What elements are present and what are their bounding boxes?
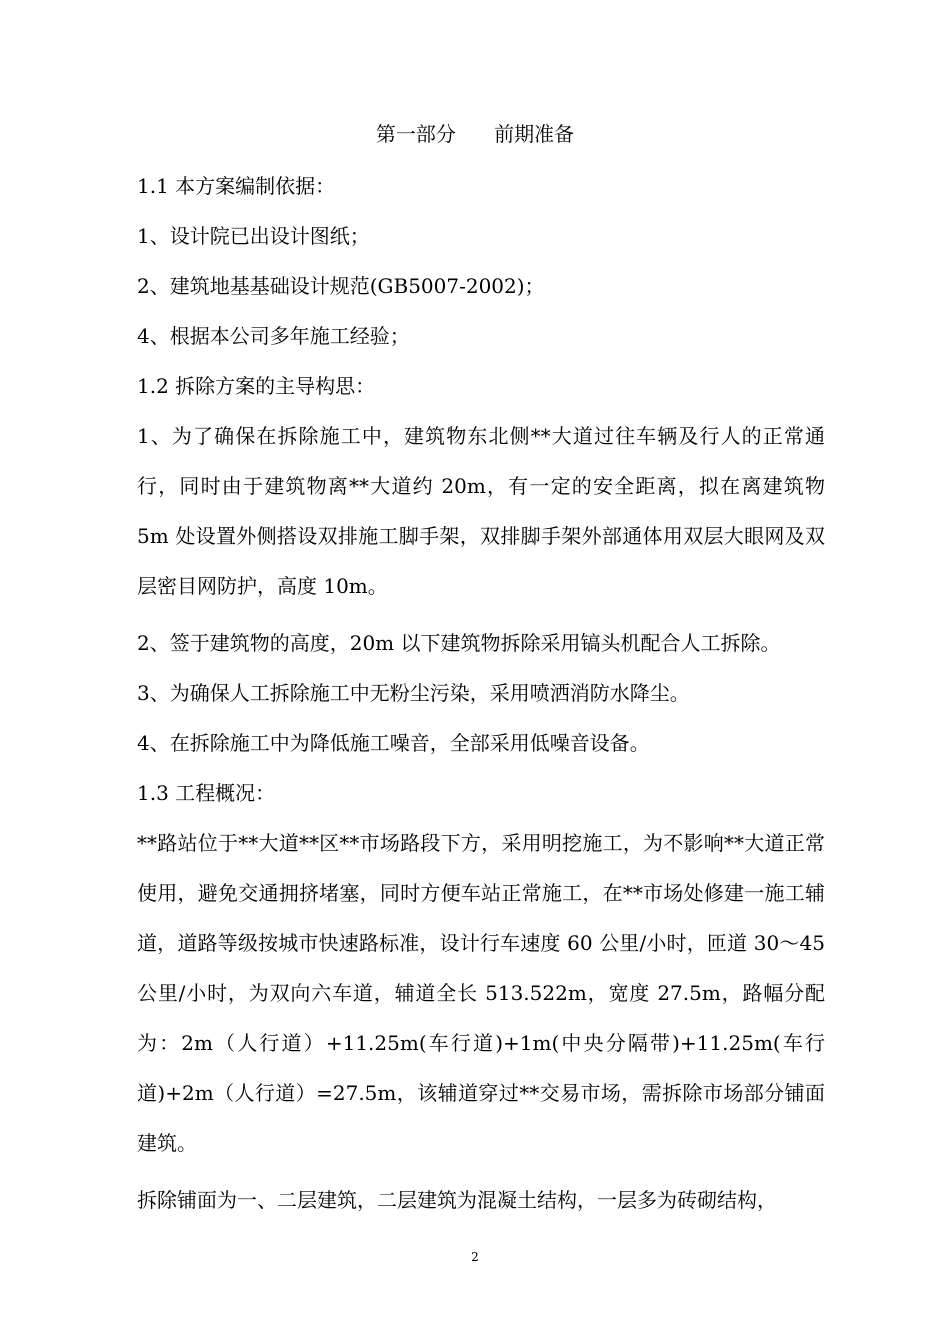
section-heading-1-1: 1.1 本方案编制依据： bbox=[137, 174, 336, 198]
page-title: 第一部分 前期准备 bbox=[375, 122, 575, 146]
list-item: 1、为了确保在拆除施工中，建筑物东北侧**大道过往车辆及行人的正常通行，同时由于建筑物离**大道约 20m，有一定的安全距离，拟在离建筑物 5m 处设置外侧搭设双排施工脚手架，双排脚手架外部通体用双层大眼网及双层密目网防护，高度 10m。 bbox=[137, 424, 825, 598]
paragraph: 拆除铺面为一、二层建筑，二层建筑为混凝土结构，一层多为砖砌结构， bbox=[137, 1188, 777, 1212]
list-item: 1、设计院已出设计图纸； bbox=[137, 224, 370, 248]
document-body bbox=[137, 168, 825, 1232]
list-item: 3、为确保人工拆除施工中无粉尘污染，采用喷洒消防水降尘。 bbox=[137, 681, 690, 705]
list-item: 4、根据本公司多年施工经验； bbox=[137, 324, 410, 348]
list-item: 2、签于建筑物的高度，20m 以下建筑物拆除采用镐头机配合人工拆除。 bbox=[137, 631, 781, 655]
section-heading-1-3: 1.3 工程概况： bbox=[137, 781, 276, 805]
paragraph: **路站位于**大道**区**市场路段下方，采用明挖施工，为不影响**大道正常使用，避免交通拥挤堵塞，同时方便车站正常施工，在**市场处修建一施工辅道，道路等级按城市快速路标准，设计行车速度 60 公里/小时，匝道 30～45 公里/小时，为双向六车道，辅道全长 513.522m，宽度 27.5m，路幅分配为：2m（人行道）+11.25m(车行道)+1m(中央分隔带)+11.25m(车行道)+2m（人行道）=27.5m，该辅道穿过**交易市场，需拆除市场部分铺面建筑。 bbox=[137, 831, 825, 1155]
list-item: 4、在拆除施工中为降低施工噪音，全部采用低噪音设备。 bbox=[137, 731, 650, 755]
section-heading-1-2: 1.2 拆除方案的主导构思： bbox=[137, 374, 376, 398]
list-item: 2、建筑地基基础设计规范(GB5007-2002)； bbox=[137, 274, 545, 298]
page-number: 2 bbox=[471, 1250, 479, 1264]
